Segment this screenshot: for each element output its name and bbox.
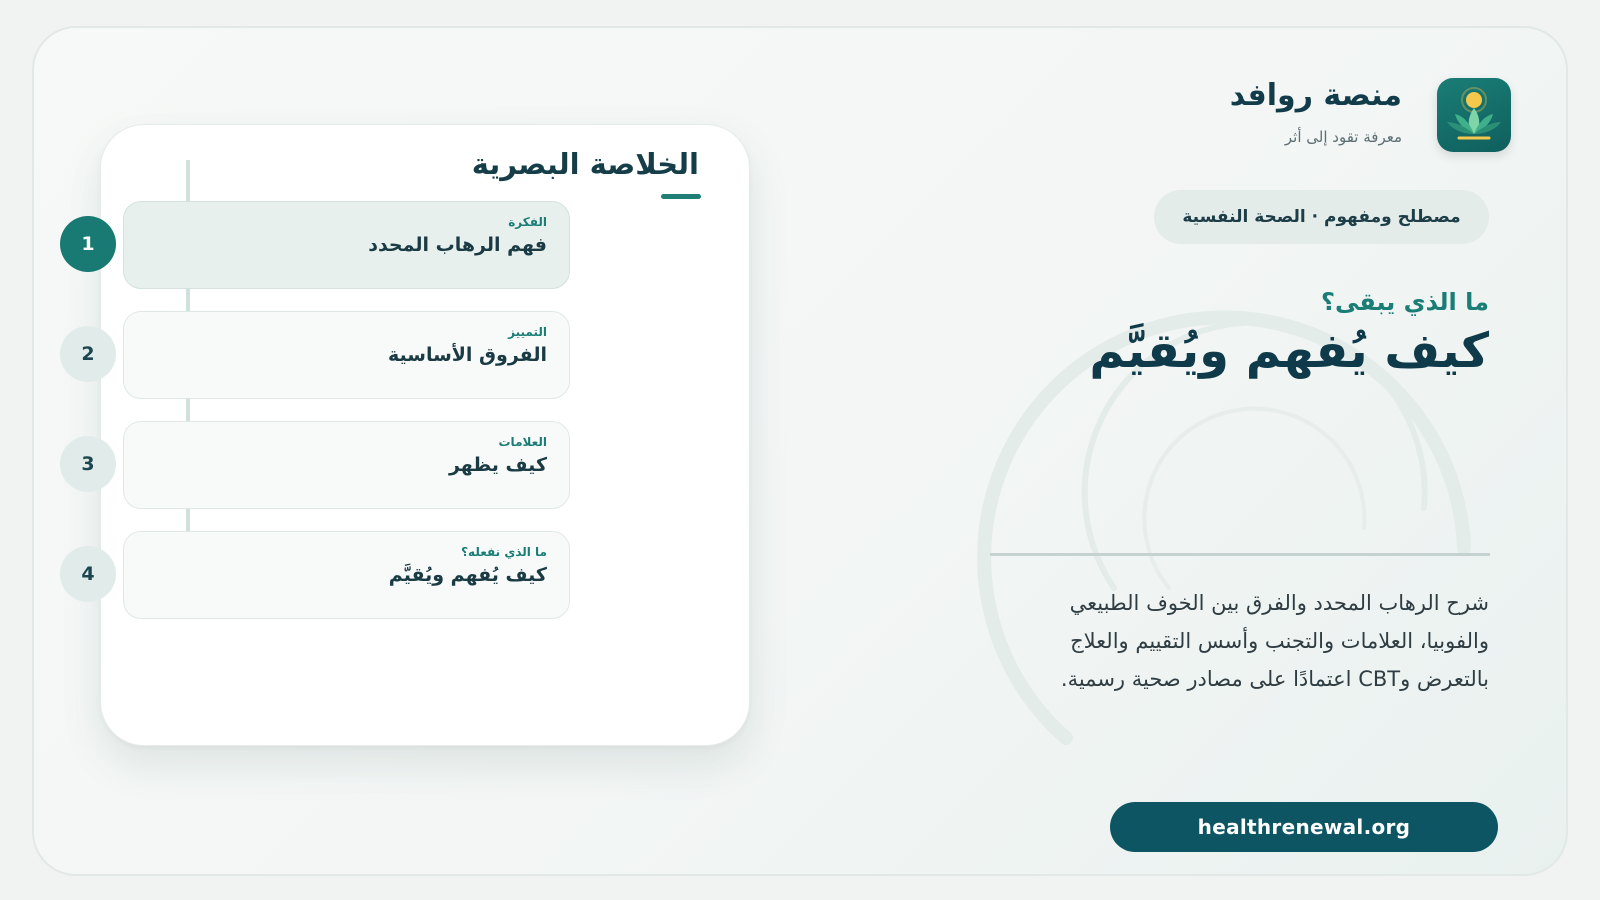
brand-tagline: معرفة تقود إلى أثر [1284, 128, 1402, 146]
hero-eyebrow: ما الذي يبقى؟ [1321, 288, 1489, 316]
step-label: كيف يُفهم ويُقيَّم [388, 564, 547, 586]
step-label: كيف يظهر [448, 454, 547, 476]
step-item-4[interactable] [123, 531, 570, 619]
step-label: فهم الرهاب المحدد [368, 234, 547, 256]
step-item-2[interactable] [123, 311, 570, 399]
step-number-badge: 4 [60, 546, 116, 602]
step-kicker: الفكرة [508, 215, 547, 229]
card-title: الخلاصة البصرية [471, 147, 699, 181]
step-item-1[interactable] [123, 201, 570, 289]
brand-logo [1437, 78, 1511, 152]
divider [990, 553, 1490, 556]
lotus-sun-icon [1437, 78, 1511, 152]
hero-headline: كيف يُفهم ويُقيَّم [1089, 323, 1489, 379]
step-item-3[interactable] [123, 421, 570, 509]
step-number-badge: 2 [60, 326, 116, 382]
hero-description: شرح الرهاب المحدد والفرق بين الخوف الطبيعي والفوبيا، العلامات والتجنب وأسس التقييم والعلاج بالتعرض وCBT اعتمادًا على مصادر صحية رسمية. [1060, 591, 1489, 691]
title-underline [661, 194, 701, 199]
step-kicker: التمييز [508, 325, 547, 339]
brand-name: منصة روافد [1229, 78, 1402, 113]
step-kicker: ما الذي نفعله؟ [461, 545, 547, 559]
step-number-badge: 3 [60, 436, 116, 492]
step-label: الفروق الأساسية [388, 344, 547, 366]
step-kicker: العلامات [498, 435, 547, 449]
site-link-button[interactable]: healthrenewal.org [1110, 802, 1498, 852]
category-badge: مصطلح ومفهوم · الصحة النفسية [1154, 190, 1489, 244]
step-number-badge: 1 [60, 216, 116, 272]
